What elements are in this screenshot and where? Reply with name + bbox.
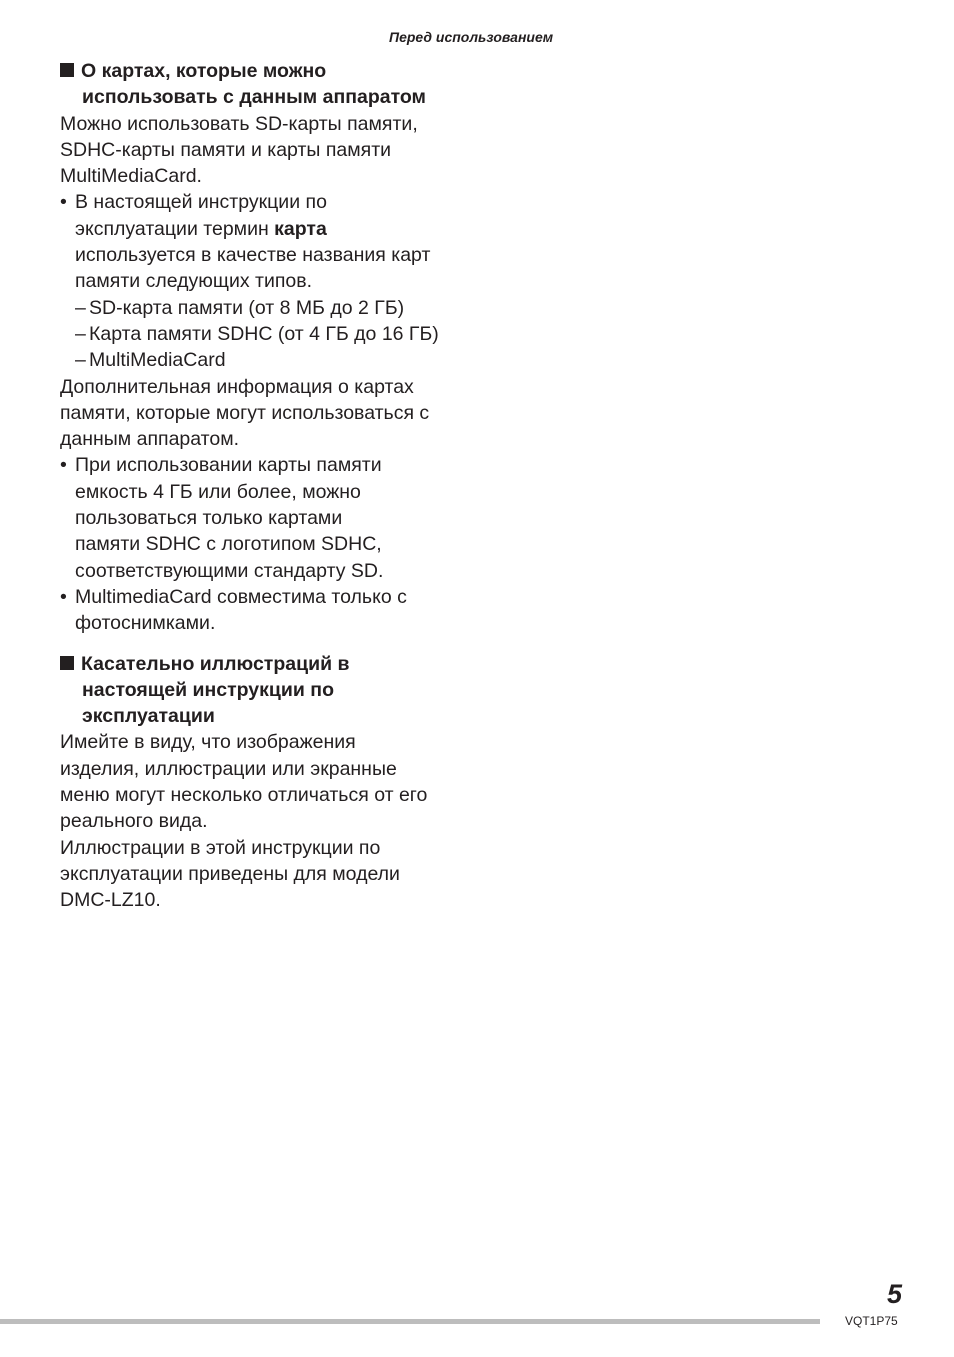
dash-item-text: Карта памяти SDHC (от 4 ГБ до 16 ГБ) bbox=[89, 322, 439, 345]
bullet-continuation: емкость 4 ГБ или более, можно bbox=[75, 480, 361, 503]
paragraph-line: Можно использовать SD-карты памяти, bbox=[60, 112, 418, 135]
dash-list-item bbox=[60, 347, 480, 373]
paragraph-line: изделия, иллюстрации или экранные bbox=[60, 757, 397, 780]
heading-text: использовать с данным аппаратом bbox=[82, 86, 426, 109]
bullet-item bbox=[60, 452, 480, 478]
bullet-continuation: используется в качестве названия карт bbox=[75, 244, 431, 267]
bullet-continuation bbox=[60, 216, 480, 242]
bullet-continuation: соответствующими стандарту SD. bbox=[75, 559, 384, 582]
paragraph-line: данным аппаратом. bbox=[60, 428, 240, 451]
heading-text: настоящей инструкции по bbox=[82, 678, 334, 701]
dash-list-item bbox=[60, 321, 480, 347]
paragraph-line: реального вида. bbox=[60, 810, 208, 833]
bullet-item bbox=[60, 584, 480, 610]
page-number: 5 bbox=[886, 1279, 902, 1309]
square-bullet-icon bbox=[60, 656, 74, 670]
section-heading-cards bbox=[60, 58, 480, 84]
running-header: Перед использованием bbox=[389, 29, 554, 45]
square-bullet-icon bbox=[60, 63, 74, 77]
bullet-continuation: памяти SDHC с логотипом SDHC, bbox=[75, 533, 382, 556]
paragraph-line: эксплуатации приведены для модели bbox=[60, 862, 400, 885]
bold-term: карта bbox=[274, 217, 327, 240]
dash-icon: – bbox=[75, 296, 86, 319]
dash-icon: – bbox=[75, 322, 86, 345]
dash-item-text: SD-карта памяти (от 8 МБ до 2 ГБ) bbox=[89, 296, 405, 319]
bullet-text: В настоящей инструкции по bbox=[75, 191, 327, 214]
bullet-text: При использовании карты памяти bbox=[75, 454, 382, 477]
paragraph-line: меню могут несколько отличаться от его bbox=[60, 784, 428, 807]
bullet-item bbox=[60, 189, 480, 215]
paragraph-line: DMC-LZ10. bbox=[60, 889, 161, 912]
paragraph-line: памяти, которые могут использоваться с bbox=[60, 401, 430, 424]
paragraph-line: SDHC-карты памяти и карты памяти bbox=[60, 138, 392, 161]
section-gap bbox=[60, 637, 480, 651]
heading-text: эксплуатации bbox=[82, 705, 215, 728]
paragraph-line: Дополнительная информация о картах bbox=[60, 375, 414, 398]
model-code: VQT1P75 bbox=[845, 1314, 898, 1328]
bullet-text: эксплуатации термин bbox=[75, 217, 275, 240]
bullet-continuation: пользоваться только картами bbox=[75, 507, 343, 530]
dash-icon: – bbox=[75, 349, 86, 372]
dash-item-text: MultiMediaCard bbox=[89, 349, 226, 372]
main-column bbox=[60, 58, 480, 914]
footer-rule bbox=[0, 1319, 820, 1324]
bullet-text: MultimediaCard совместима только с bbox=[75, 585, 407, 608]
paragraph-line: MultiMediaCard. bbox=[60, 165, 202, 188]
bullet-dot-icon: • bbox=[60, 585, 67, 608]
bullet-dot-icon: • bbox=[60, 191, 67, 214]
paragraph-line: Иллюстрации в этой инструкции по bbox=[60, 836, 381, 859]
bullet-continuation: фотоснимками. bbox=[75, 612, 216, 635]
paragraph-line: Имейте в виду, что изображения bbox=[60, 731, 356, 754]
bullet-continuation: памяти следующих типов. bbox=[75, 270, 313, 293]
section-heading-illustrations bbox=[60, 651, 480, 677]
heading-text: Касательно иллюстраций в bbox=[81, 652, 350, 675]
bullet-dot-icon: • bbox=[60, 454, 67, 477]
heading-text: О картах, которые можно bbox=[81, 60, 327, 82]
dash-list-item bbox=[60, 295, 480, 321]
